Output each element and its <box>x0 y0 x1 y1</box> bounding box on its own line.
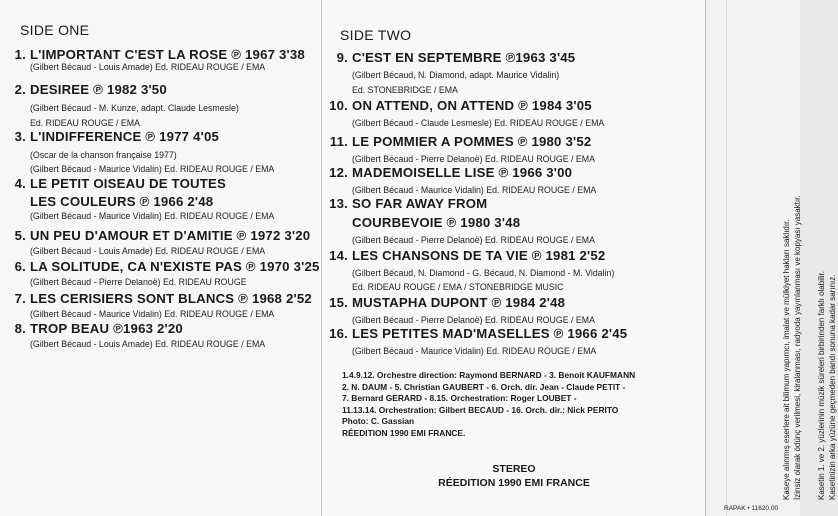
track-credit: Ed. RIDEAU ROUGE / EMA / STONEBRIDGE MUSIC <box>352 282 564 292</box>
track-title: MUSTAPHA DUPONT ℗ 1984 2'48 <box>352 295 566 310</box>
track-title: C'EST EN SEPTEMBRE ℗1963 3'45 <box>352 50 576 65</box>
track-10 <box>322 98 604 129</box>
track-4 <box>0 176 274 222</box>
track-credit: (Gilbert Bécaud - Pierre Delanoë) Ed. RIDEAU ROUGE / EMA <box>352 315 595 325</box>
track-credit: (Gilbert Bécaud - Pierre Delanoë) Ed. RIDEAU ROUGE <box>30 277 247 287</box>
track-8 <box>0 321 265 350</box>
track-9 <box>322 50 575 96</box>
credit-line: 2. N. DAUM - 5. Christian GAUBERT - 6. Orch. dir. Jean - Claude PETIT - <box>342 381 626 392</box>
track-number: 2. <box>14 82 26 97</box>
track-title: LE PETIT OISEAU DE TOUTES <box>30 176 226 191</box>
track-title: MADEMOISELLE LISE ℗ 1966 3'00 <box>352 165 573 180</box>
track-number: 6. <box>14 259 26 274</box>
track-6 <box>0 259 320 288</box>
reedition-label: RÉEDITION 1990 EMI FRANCE <box>438 477 590 489</box>
track-title: DESIREE ℗ 1982 3'50 <box>30 82 167 97</box>
track-title: L'IMPORTANT C'EST LA ROSE ℗ 1967 3'38 <box>30 47 305 62</box>
production-credits <box>342 370 635 440</box>
track-title: LE POMMIER A POMMES ℗ 1980 3'52 <box>352 134 592 149</box>
track-12 <box>322 165 596 196</box>
track-title: LES CHANSONS DE TA VIE ℗ 1981 2'52 <box>352 248 606 263</box>
track-title-continued: COURBEVOIE ℗ 1980 3'48 <box>352 215 521 230</box>
track-credit: (Gilbert Bécaud - M. Kunze, adapt. Claude Lesmesle) <box>30 103 239 113</box>
track-number: 12. <box>329 165 348 180</box>
track-number: 4. <box>14 176 26 191</box>
track-credit: (Gilbert Bécaud - Maurice Vidalin) Ed. RIDEAU ROUGE / EMA <box>352 346 597 356</box>
track-title: LES CERISIERS SONT BLANCS ℗ 1968 2'52 <box>30 291 312 306</box>
side-two-heading: SIDE TWO <box>340 27 412 43</box>
track-13 <box>322 196 595 246</box>
track-3 <box>0 129 274 175</box>
track-title: SO FAR AWAY FROM <box>352 196 488 211</box>
legal-notice-line: İzinsiz olarak ödünç verilmesi, kiralanması, radyoda yayınlanması ve kopyası yasaktır. <box>792 195 802 500</box>
track-number: 14. <box>329 248 348 263</box>
track-15 <box>322 295 595 326</box>
credit-line: 7. Bernard GERARD - 8.15. Orchestration: Roger LOUBET - <box>342 393 577 404</box>
track-1 <box>0 47 305 73</box>
track-credit: (Gilbert Bécaud, N. Diamond, adapt. Maurice Vidalin) <box>352 70 560 80</box>
legal-notice-vertical <box>717 100 837 500</box>
legal-notice-line: Kaseye alınmış eserlere ait bilimum yapımcı, imalat ve mülkiyet hakları saklıdır. <box>782 219 791 500</box>
footer-block <box>322 462 706 490</box>
track-number: 1. <box>14 47 26 62</box>
track-number: 10. <box>329 98 348 113</box>
track-credit: (Gilbert Bécaud - Maurice Vidalin) Ed. RIDEAU ROUGE / EMA <box>30 164 275 174</box>
track-credit: Ed. STONEBRIDGE / EMA <box>352 85 458 95</box>
track-5 <box>0 228 310 257</box>
side-one-heading: SIDE ONE <box>20 22 90 38</box>
track-credit: (Gilbert Bécaud - Claude Lesmesle) Ed. RIDEAU ROUGE / EMA <box>352 118 605 128</box>
track-7 <box>0 291 312 320</box>
track-number: 15. <box>329 295 348 310</box>
track-credit: (Gilbert Bécaud, N. Diamond - G. Bécaud, N. Diamond - M. Vidalin) <box>352 268 615 278</box>
credit-line: 1.4.9.12. Orchestre direction: Raymond BERNARD - 3. Benoit KAUFMANN <box>342 370 636 380</box>
track-number: 3. <box>14 129 26 144</box>
credit-line: Photo: C. Gassian <box>342 416 415 427</box>
track-credit: (Gilbert Bécaud - Louis Amade) Ed. RIDEAU ROUGE / EMA <box>30 339 266 349</box>
track-title: UN PEU D'AMOUR ET D'AMITIE ℗ 1972 3'20 <box>30 228 311 243</box>
track-title: L'INDIFFERENCE ℗ 1977 4'05 <box>30 129 220 144</box>
track-number: 9. <box>336 50 348 65</box>
track-title: TROP BEAU ℗1963 2'20 <box>30 321 183 336</box>
track-number: 11. <box>329 134 348 149</box>
track-credit: Ed. RIDEAU ROUGE / EMA <box>30 118 140 128</box>
track-number: 8. <box>14 321 26 336</box>
legal-notice-line: Kasetin 1. ve 2. yüzlerinin müzik süreleri birbirinden farklı olabilir. <box>817 271 826 500</box>
track-16 <box>322 326 627 357</box>
track-title: ON ATTEND, ON ATTEND ℗ 1984 3'05 <box>352 98 592 113</box>
credit-line: 11.13.14. Orchestration: Gilbert BECAUD - 16. Orch. dir.: Nick PERITO <box>342 404 619 415</box>
track-11 <box>322 134 595 165</box>
catalog-number: RAPAK • 11620.00 <box>724 505 779 512</box>
track-credit: (Gilbert Bécaud - Louis Amade) Ed. RIDEAU ROUGE / EMA <box>30 246 266 256</box>
track-number: 16. <box>329 326 348 341</box>
track-number: 13. <box>329 196 348 211</box>
track-title-continued: LES COULEURS ℗ 1966 2'48 <box>30 194 214 209</box>
legal-notice-line: Kasetinizin arka yüzüne geçmeden bandı sonuna kadar sarınız. <box>827 274 837 500</box>
track-credit: (Gilbert Bécaud - Pierre Delanoë) Ed. RIDEAU ROUGE / EMA <box>352 235 595 245</box>
credit-line: RÉEDITION 1990 EMI FRANCE. <box>342 427 466 438</box>
track-credit: (Gilbert Bécaud - Maurice Vidalin) Ed. RIDEAU ROUGE / EMA <box>352 185 597 195</box>
track-14 <box>322 248 614 293</box>
track-title: LA SOLITUDE, CA N'EXISTE PAS ℗ 1970 3'25 <box>30 259 320 274</box>
side-one-panel <box>0 0 322 516</box>
track-credit: (Oscar de la chanson française 1977) <box>30 150 177 160</box>
track-credit: (Gilbert Bécaud - Pierre Delanoë) Ed. RIDEAU ROUGE / EMA <box>352 154 595 164</box>
track-number: 7. <box>14 291 26 306</box>
stereo-label: STEREO <box>492 463 536 475</box>
track-title: LES PETITES MAD'MASELLES ℗ 1966 2'45 <box>352 326 628 341</box>
track-credit: (Gilbert Bécaud - Maurice Vidalin) Ed. RIDEAU ROUGE / EMA <box>30 309 275 319</box>
track-credit: (Gilbert Bécaud - Maurice Vidalin) Ed. RIDEAU ROUGE / EMA <box>30 211 275 221</box>
track-credit: (Gilbert Bécaud - Louis Amade) Ed. RIDEAU ROUGE / EMA <box>30 62 266 72</box>
track-number: 5. <box>14 228 26 243</box>
track-2 <box>0 82 239 129</box>
